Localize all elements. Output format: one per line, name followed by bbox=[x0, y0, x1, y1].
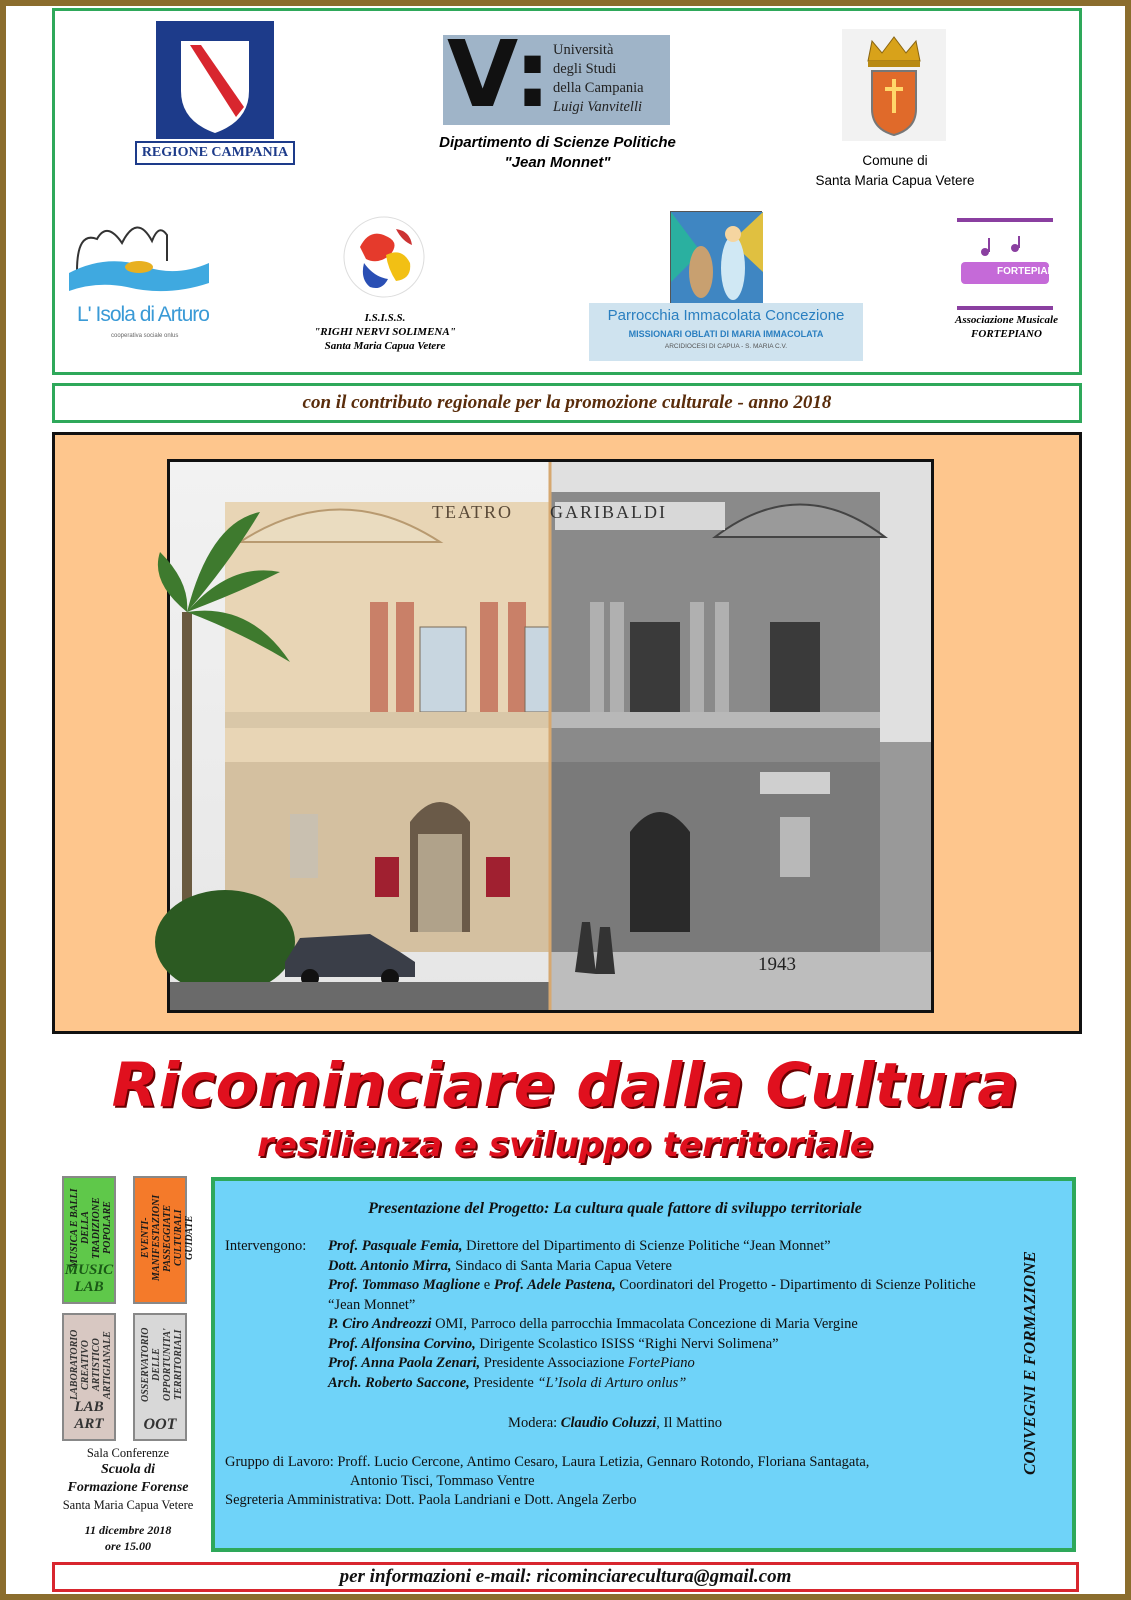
theatre-sign-left: TEATRO bbox=[432, 502, 513, 522]
program-heading: Presentazione del Progetto: La cultura quale fattore di sviluppo territoriale bbox=[368, 1200, 862, 1217]
regione-campania-logo bbox=[135, 21, 295, 171]
university-line-3: della Campania bbox=[553, 80, 644, 96]
side-label: CONVEGNI E FORMAZIONE bbox=[1020, 1251, 1039, 1475]
speaker-item: Arch. Roberto Saccone, Presidente “L’Isola di Arturo onlus” bbox=[328, 1374, 687, 1391]
speakers-label: Intervengono: bbox=[225, 1238, 307, 1254]
secretariat: Segreteria Amministrativa: Dott. Paola Landriani e Dott. Angela Zerbo bbox=[225, 1492, 637, 1508]
venue-line-2: Scuola di bbox=[100, 1462, 156, 1477]
speaker-item: Prof. Alfonsina Corvino, Dirigente Scolastico ISISS “Righi Nervi Solimena” bbox=[328, 1335, 779, 1352]
tile-oot bbox=[133, 1313, 187, 1441]
speaker-item: Dott. Antonio Mirra, Sindaco di Santa Maria Capua Vetere bbox=[328, 1257, 672, 1274]
tile-oot-desc: OSSERVATORIO DELLE OPPORTUNITA' TERRITORIALI bbox=[140, 1327, 184, 1403]
speaker-item: Prof. Pasquale Femia, Direttore del Dipartimento di Scienze Politiche “Jean Monnet” bbox=[328, 1238, 831, 1254]
regione-shield-icon bbox=[156, 21, 274, 139]
fortepiano-logo bbox=[957, 218, 1063, 310]
parish-banner bbox=[589, 303, 863, 361]
department-subname: "Jean Monnet" bbox=[504, 154, 611, 171]
tile-oot-label: OOT bbox=[143, 1416, 177, 1433]
university-line-2: degli Studi bbox=[553, 61, 617, 77]
work-group: Gruppo di Lavoro: Proff. Lucio Cercone, Antimo Cesaro, Laura Letizia, Gennaro Rotondo, Floriana Santagata, bbox=[225, 1454, 870, 1470]
speaker-item: Prof. Anna Paola Zenari, Presidente Associazione FortePiano bbox=[328, 1355, 695, 1371]
event-time: ore 15.00 bbox=[105, 1539, 151, 1553]
speaker-item: P. Ciro Andreozzi OMI, Parroco della parrocchia Immacolata Concezione di Maria Vergine bbox=[328, 1316, 858, 1332]
tile-lab-art-label-1: LAB bbox=[74, 1399, 104, 1415]
university-logo bbox=[443, 21, 670, 128]
isola-arturo-logo bbox=[67, 211, 217, 351]
tile-eventi-desc: EVENTI-MANIFESTAZIONI PASSEGGIATE CULTURALI GUIDATE bbox=[140, 1194, 195, 1282]
venue-line-4: Santa Maria Capua Vetere bbox=[62, 1498, 194, 1512]
parish-line-2: MISSIONARI OBLATI DI MARIA IMMACOLATA bbox=[628, 329, 824, 339]
isola-label: L' Isola di Arturo bbox=[77, 303, 209, 326]
contact-footer: per informazioni e-mail: ricominciarecultura@gmail.com bbox=[52, 1562, 1079, 1592]
isola-sub: cooperativa sociale onlus bbox=[111, 333, 179, 339]
main-title: Ricominciare dalla Cultura bbox=[111, 1050, 1019, 1121]
moderator-line: Modera: Claudio Coluzzi, Il Mattino bbox=[508, 1415, 722, 1431]
comune-line-2: Santa Maria Capua Vetere bbox=[815, 173, 975, 188]
island-wave-icon bbox=[67, 211, 217, 301]
regione-label: REGIONE CAMPANIA bbox=[135, 141, 295, 165]
comune-line-1: Comune di bbox=[862, 153, 928, 168]
program-panel bbox=[211, 1177, 1076, 1552]
subtitle: resilienza e sviluppo territoriale bbox=[257, 1125, 873, 1165]
tile-music-lab-label-1: MUSIC bbox=[64, 1262, 114, 1278]
moderator-name: Claudio Coluzzi bbox=[560, 1415, 657, 1431]
university-line-4: Luigi Vanvitelli bbox=[553, 99, 643, 115]
parish-line-3: ARCIDIOCESI DI CAPUA - S. MARIA C.V. bbox=[664, 343, 788, 350]
theatre-facade-illustration bbox=[170, 462, 931, 1010]
comune-crest bbox=[842, 29, 946, 141]
theatre-photo bbox=[167, 459, 934, 1013]
school-line-1: I.S.I.S.S. bbox=[364, 312, 406, 324]
department-name: Dipartimento di Scienze Politiche bbox=[439, 134, 676, 151]
school-logo bbox=[340, 207, 428, 307]
tile-eventi bbox=[133, 1176, 195, 1304]
school-line-2: "RIGHI NERVI SOLIMENA" bbox=[314, 326, 456, 338]
tile-lab-art-label-2: ART bbox=[74, 1416, 104, 1432]
parish-line-1: Parrocchia Immacolata Concezione bbox=[607, 307, 845, 324]
tile-lab-art bbox=[62, 1313, 116, 1441]
tile-music-lab bbox=[62, 1176, 116, 1304]
tile-music-lab-desc: MUSICA E BALLI DELLA TRADIZIONE POPOLARE bbox=[69, 1188, 113, 1268]
university-line-1: Università bbox=[553, 42, 614, 58]
university-v-icon: V: bbox=[447, 21, 551, 128]
music-line-2: FORTEPIANO bbox=[971, 328, 1042, 340]
venue-line-1: Sala Conferenze bbox=[86, 1446, 170, 1460]
music-line-1: Associazione Musicale bbox=[955, 314, 1058, 326]
contribution-banner: con il contributo regionale per la promozione culturale - anno 2018 bbox=[52, 383, 1082, 423]
logo-panel bbox=[52, 8, 1082, 375]
school-line-3: Santa Maria Capua Vetere bbox=[324, 340, 446, 352]
tile-music-lab-label-2: LAB bbox=[74, 1279, 104, 1295]
fortepiano-logo-text: FORTEPIANO bbox=[997, 266, 1063, 277]
school-emblem-icon bbox=[340, 207, 428, 307]
work-group-cont: Antonio Tisci, Tommaso Ventre bbox=[350, 1473, 535, 1489]
photo-year: 1943 bbox=[758, 954, 796, 975]
theatre-sign-right: GARIBALDI bbox=[550, 502, 667, 522]
speakers-list bbox=[328, 1237, 1008, 1393]
stained-glass-icon bbox=[671, 212, 763, 304]
speaker-item: Prof. Tommaso Maglione e Prof. Adele Pastena, Coordinatori del Progetto - Dipartimento di Scienze Politiche “Jean Monnet” bbox=[328, 1277, 976, 1313]
venue-line-3: Formazione Forense bbox=[67, 1480, 189, 1495]
crown-shield-icon bbox=[842, 29, 946, 141]
parish-stained-glass-image bbox=[670, 211, 762, 303]
tile-lab-art-desc: LABORATORIO CREATIVO ARTISTICO ARTIGIANALE bbox=[69, 1329, 113, 1401]
event-date: 11 dicembre 2018 bbox=[84, 1523, 172, 1537]
